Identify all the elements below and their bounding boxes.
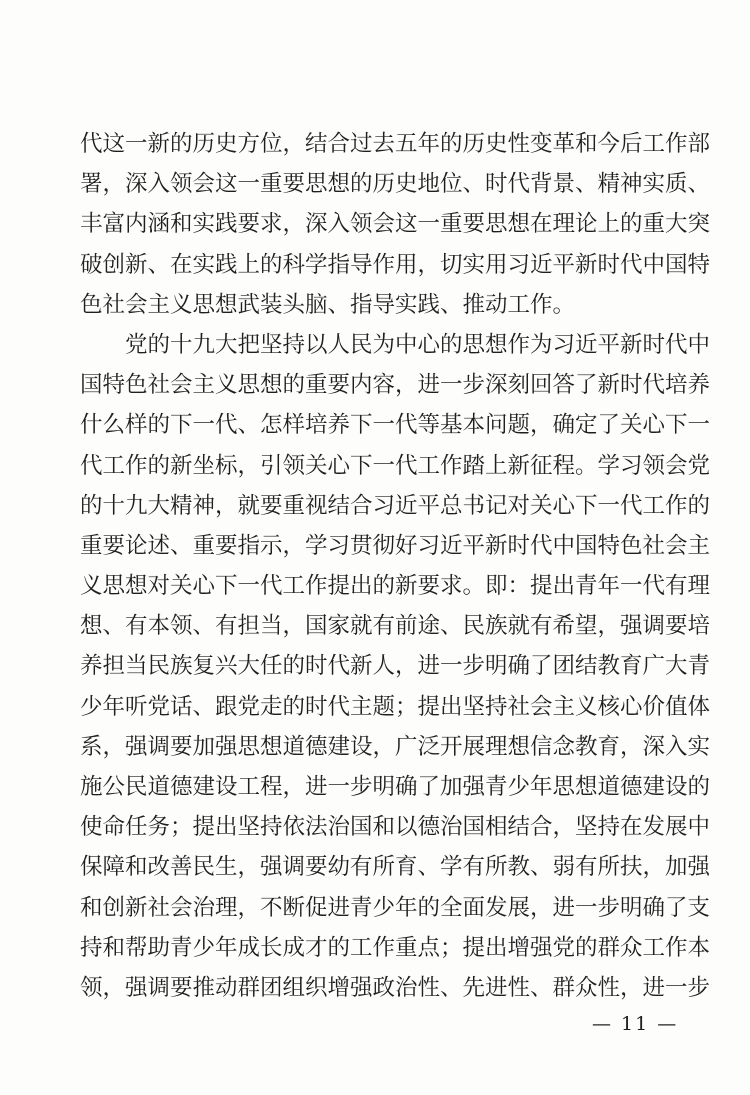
text-line: 署，深入领会这一重要思想的历史地位、时代背景、精神实质、 [80,171,711,198]
text-line: 使命任务；提出坚持依法治国和以德治国相结合，坚持在发展中 [80,814,711,841]
text-line: 破创新、在实践上的科学指导作用，切实用习近平新时代中国特 [80,251,711,278]
text-line: 想、有本领、有担当，国家就有前途、民族就有希望，强调要培 [80,613,711,640]
text-line: 重要论述、重要指示，学习贯彻好习近平新时代中国特色社会主 [80,532,711,559]
page-number: — 11 — [592,1013,679,1035]
text-line: 养担当民族复兴大任的时代新人，进一步明确了团结教育广大青 [80,653,711,680]
text-line: 义思想对关心下一代工作提出的新要求。即：提出青年一代有理 [80,573,711,600]
text-line: 保障和改善民生，强调要幼有所育、学有所教、弱有所扶，加强 [80,854,711,881]
text-line: 系，强调要加强思想道德建设，广泛开展理想信念教育，深入实 [80,733,711,760]
text-line: 色社会主义思想武装头脑、指导实践、推动工作。 [80,291,576,318]
text-line: 党的十九大把坚持以人民为中心的思想作为习近平新时代中 [125,331,711,358]
text-line: 少年听党话、跟党走的时代主题；提出坚持社会主义核心价值体 [80,693,711,720]
text-line: 施公民道德建设工程，进一步明确了加强青少年思想道德建设的 [80,774,711,800]
body-text [80,124,711,1008]
text-line: 的十九大精神，就要重视结合习近平总书记对关心下一代工作的 [80,492,711,519]
text-line: 持和帮助青少年成长成才的工作重点；提出增强党的群众工作本 [80,934,711,961]
text-line: 什么样的下一代、怎样培养下一代等基本问题，确定了关心下一 [80,412,711,439]
paragraph-1 [80,124,711,325]
text-line: 国特色社会主义思想的重要内容，进一步深刻回答了新时代培养 [80,372,711,399]
paragraph-2 [80,325,711,1008]
text-line: 领，强调要推动群团组织增强政治性、先进性、群众性，进一步 [80,974,711,1001]
text-line: 和创新社会治理，不断促进青少年的全面发展，进一步明确了支 [80,894,711,921]
text-line: 代工作的新坐标，引领关心下一代工作踏上新征程。学习领会党 [80,452,711,479]
text-line: 丰富内涵和实践要求，深入领会这一重要思想在理论上的重大突 [80,211,711,238]
text-line: 代这一新的历史方位，结合过去五年的历史性变革和今后工作部 [80,131,711,157]
